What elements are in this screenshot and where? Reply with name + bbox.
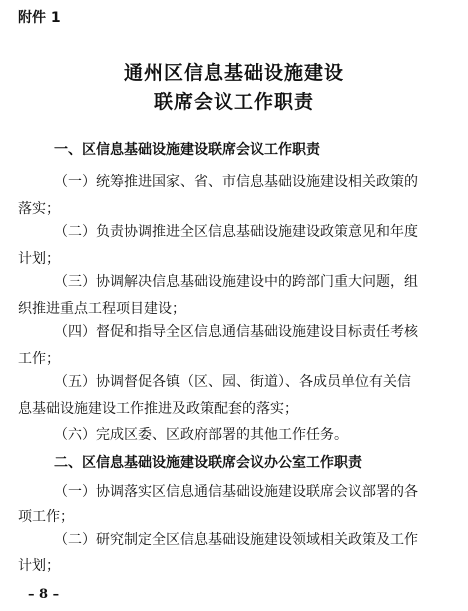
section-1-item-2-line-2: 计划； <box>18 251 60 267</box>
document-title-line-1: 通州区信息基础设施建设 <box>123 62 344 84</box>
section-1-heading: 一、区信息基础设施建设联席会议工作职责 <box>54 142 320 158</box>
section-1-item-4-line-1: （四）督促和指导全区信息通信基础设施建设目标责任考核 <box>54 324 418 340</box>
section-2-item-2-line-1: （二）研究制定全区信息基础设施建设领域相关政策及工作 <box>54 532 418 548</box>
section-1-item-3-line-2: 织推进重点工程项目建设； <box>18 301 186 317</box>
section-1-item-1-line-2: 落实； <box>18 201 60 217</box>
section-1-item-2-line-1: （二）负责协调推进全区信息基础设施建设政策意见和年度 <box>54 224 418 240</box>
section-2-item-1-line-1: （一）协调落实区信息通信基础设施建设联席会议部署的各 <box>54 484 418 500</box>
section-1-item-4-line-2: 工作； <box>18 351 60 367</box>
section-2-item-1-line-2: 项工作； <box>18 509 74 525</box>
document-title-line-2: 联席会议工作职责 <box>153 91 314 113</box>
section-2-item-2-line-2: 计划； <box>18 558 60 574</box>
section-1-item-5-line-2: 息基础设施建设工作推进及政策配套的落实； <box>18 401 298 417</box>
section-1-item-1-line-1: （一）统筹推进国家、省、市信息基础设施建设相关政策的 <box>54 174 418 190</box>
page-number: – 8 – <box>28 587 60 602</box>
attachment-label: 附件 1 <box>18 10 61 26</box>
section-2-heading: 二、区信息基础设施建设联席会议办公室工作职责 <box>54 455 362 471</box>
section-1-item-3-line-1: （三）协调解决信息基础设施建设中的跨部门重大问题，组 <box>54 274 418 290</box>
section-1-item-6-line-1: （六）完成区委、区政府部署的其他工作任务。 <box>54 427 348 443</box>
section-1-item-5-line-1: （五）协调督促各镇（区、园、街道）、各成员单位有关信 <box>54 374 411 390</box>
